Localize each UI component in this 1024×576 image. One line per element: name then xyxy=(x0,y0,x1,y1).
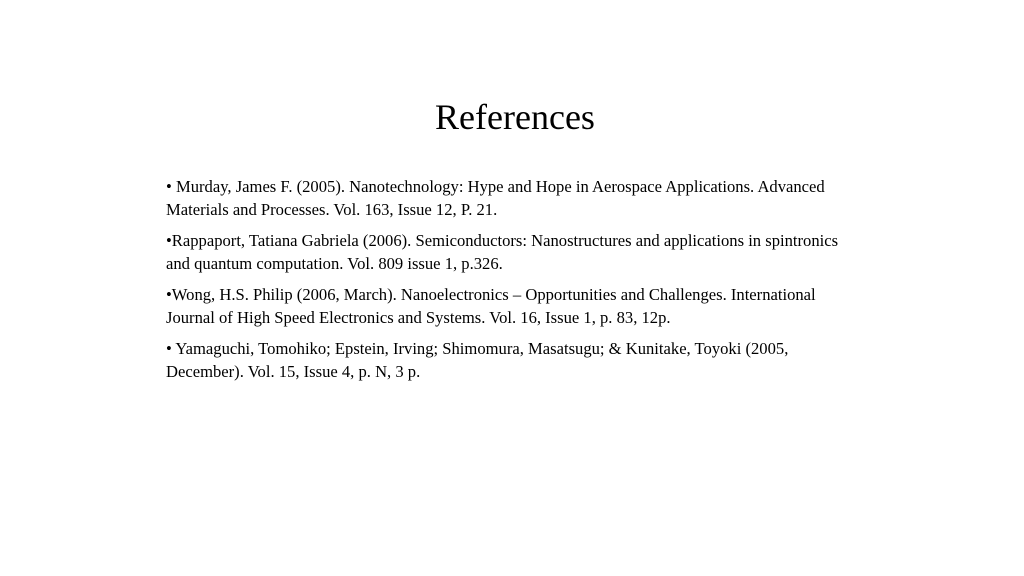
reference-list xyxy=(166,175,842,391)
reference-item-yamaguchi: • Yamaguchi, Tomohiko; Epstein, Irving; Shimomura, Masatsugu; & Kunitake, Toyoki (2005, December). Vol. 15, Issue 4, p. N, 3 p. xyxy=(166,339,789,381)
reference-item-rappaport: •Rappaport, Tatiana Gabriela (2006). Semiconductors: Nanostructures and applications in spintronics and quantum computation. Vol. 809 issue 1, p.326. xyxy=(166,231,839,273)
slide-title: References xyxy=(435,97,595,137)
reference-item-wong: •Wong, H.S. Philip (2006, March). Nanoelectronics – Opportunities and Challenges. International Journal of High Speed Electronics and Systems. Vol. 16, Issue 1, p. 83, 12p. xyxy=(166,285,816,327)
reference-item-murday: • Murday, James F. (2005). Nanotechnology: Hype and Hope in Aerospace Applications. Advanced Materials and Processes. Vol. 163, Issue 12, P. 21. xyxy=(166,177,825,219)
